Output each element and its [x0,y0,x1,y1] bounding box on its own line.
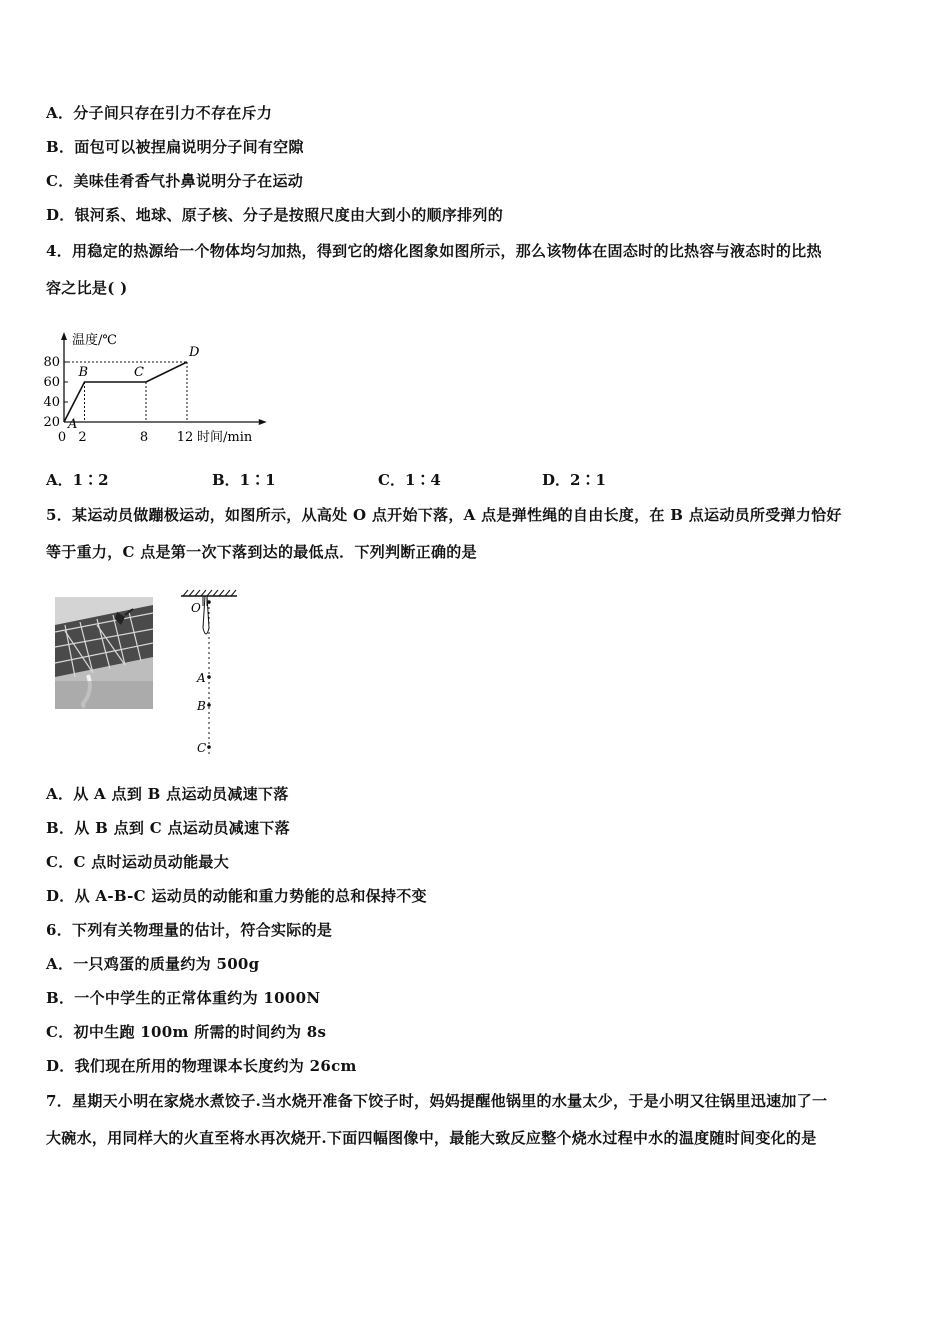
label-a: A [197,671,206,685]
y-tick-label: 40 [43,395,60,410]
label-b: B [197,699,206,713]
q4-option-c: C．1∶4 [378,471,441,489]
q4-options [46,469,766,489]
x-axis-label: 时间/min [197,430,253,445]
q7-stem-line1: 7．星期天小明在家烧水煮饺子.当水烧开准备下饺子时，妈妈提醒他锅里的水量太少，于是小明又往锅里迅速加了一 [46,1092,828,1110]
q3-option-b: B．面包可以被捏扁说明分子间有空隙 [46,138,304,156]
q5-stem-line2: 等于重力，C 点是第一次下落到达的最低点．下列判断正确的是 [46,543,477,561]
y-tick-label: 20 [43,415,60,430]
point-label-d: D [189,345,200,360]
q4-stem-line1: 4．用稳定的热源给一个物体均匀加热，得到它的熔化图象如图所示，那么该物体在固态时的比热容与液态时的比热 [46,242,822,260]
y-axis-label: 温度/℃ [72,333,117,348]
q5-option-a: A．从 A 点到 B 点运动员减速下落 [46,785,289,803]
q6-option-c: C．初中生跑 100m 所需的时间约为 8s [46,1023,327,1041]
q5-option-d: D．从 A-B-C 运动员的动能和重力势能的总和保持不变 [46,887,427,905]
label-c: C [197,741,207,755]
q7-stem-line2: 大碗水，用同样大的火直至将水再次烧开.下面四幅图像中，最能大致反应整个烧水过程中水的温度随时间变化的是 [46,1129,817,1147]
q5-option-b: B．从 B 点到 C 点运动员减速下落 [46,819,290,837]
q3-option-c: C．美味佳肴香气扑鼻说明分子在运动 [46,172,304,190]
q6-option-d: D．我们现在所用的物理课本长度约为 26cm [46,1057,357,1075]
x-axis-arrow [259,419,267,425]
label-o: O [191,601,201,615]
x-tick-label: 2 [78,430,87,445]
point-label-c: C [134,365,144,380]
q4-stem-line2: 容之比是( ) [46,279,128,297]
x-tick-label: 0 [57,430,67,445]
q5-option-c: C．C 点时运动员动能最大 [46,853,230,871]
q4-option-b: B．1∶1 [212,471,276,489]
bungee-diagram [175,588,245,760]
q6-option-a: A．一只鸡蛋的质量约为 500g [46,955,260,973]
bungee-photo [55,597,153,709]
q5-stem-line1: 5．某运动员做蹦极运动，如图所示，从高处 O 点开始下落，A 点是弹性绳的自由长度，在 B 点运动员所受弹力恰好 [46,506,842,524]
y-axis-arrow [61,332,67,340]
q3-option-d: D．银河系、地球、原子核、分子是按照尺度由大到小的顺序排列的 [46,206,504,224]
y-tick-label: 60 [43,375,60,390]
q3-option-a: A．分子间只存在引力不存在斥力 [46,104,273,122]
x-tick-label: 8 [139,430,149,445]
point-label-b: B [78,365,89,380]
melting-chart [40,312,280,452]
x-tick-label: 12 [176,430,194,445]
q6-option-b: B．一个中学生的正常体重约为 1000N [46,989,321,1007]
y-tick-label: 80 [43,355,60,370]
point-label-a: A [68,417,78,432]
q4-option-a: A．1∶2 [46,471,109,489]
q4-option-d: D．2∶1 [542,471,606,489]
q6-stem: 6．下列有关物理量的估计，符合实际的是 [46,921,333,939]
